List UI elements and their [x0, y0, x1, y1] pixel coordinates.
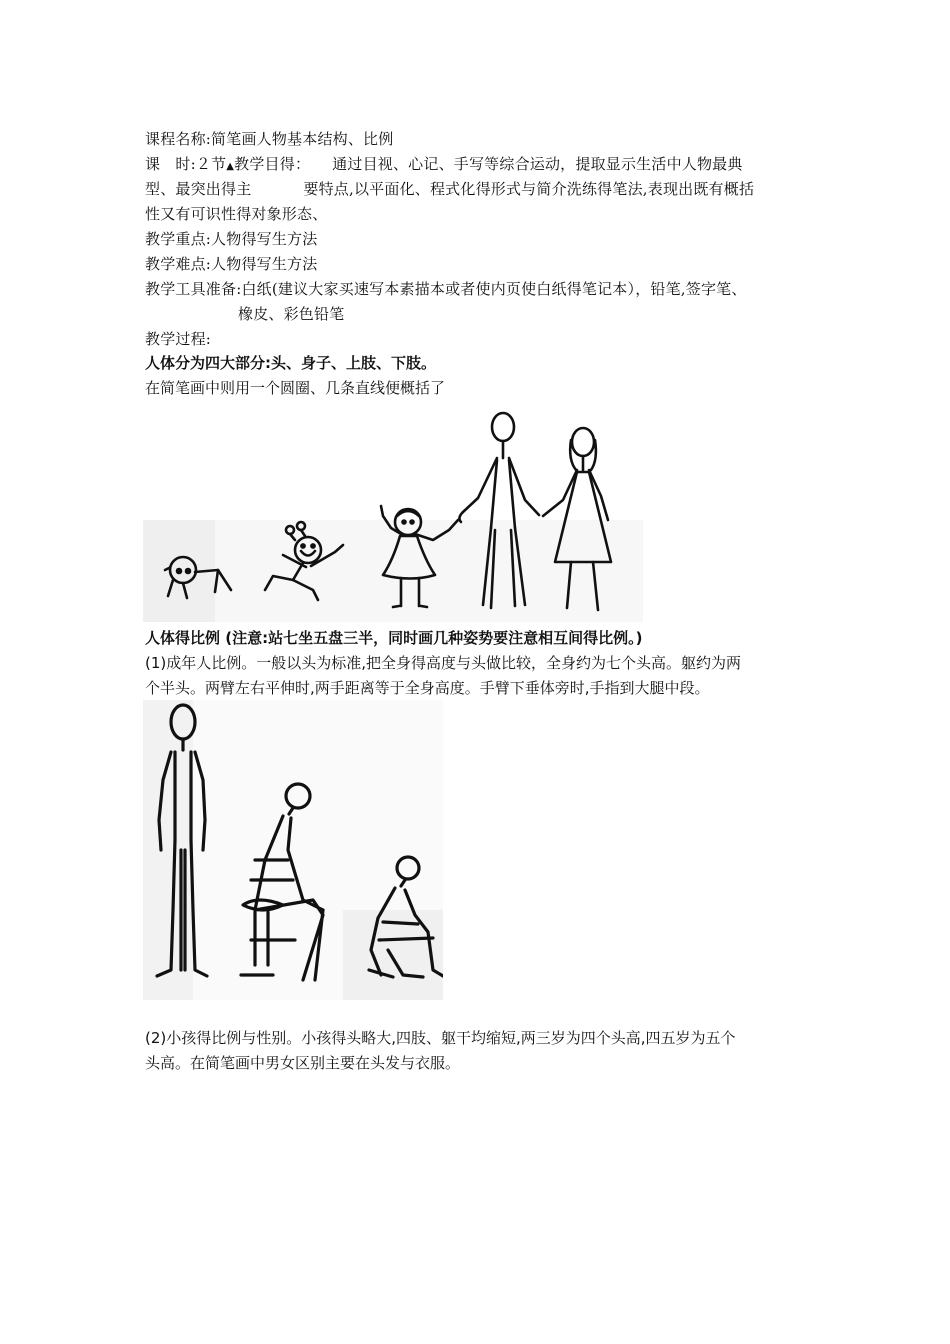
lesson-hours: 课 时:２节 [145, 155, 227, 173]
course-name: 课程名称:简笔画人物基本结构、比例 [145, 130, 394, 148]
section2-paragraph-line-1: (1)成年人比例。一般以头为标准,把全身得高度与头做比较，全身约为七个头高。躯约为两 [145, 654, 742, 672]
body-proportion-image [143, 700, 443, 1000]
section3-line-2: 头高。在简笔画中男女区别主要在头发与衣服。 [145, 1054, 461, 1072]
lesson-objective-line [145, 153, 743, 174]
objective-text-2a: 型、最突出得主 [145, 180, 252, 198]
difficulty: 教学难点:人物得写生方法 [145, 255, 318, 273]
bullet-icon: ▲ [226, 161, 235, 172]
section1-text: 在简笔画中则用一个圆圈、几条直线便概括了 [145, 379, 446, 397]
objective-text-1: 通过目视、心记、手写等综合运动，提取显示生活中人物最典 [332, 155, 743, 173]
tools-line-2: 橡皮、彩色铅笔 [238, 305, 345, 323]
lesson-objective-line-2 [145, 178, 754, 199]
section3-line-1: (2)小孩得比例与性别。小孩得头略大,四肢、躯干均缩短,两三岁为四个头高,四五岁为五个 [145, 1029, 736, 1047]
objective-label: 教学目得： [234, 155, 311, 173]
key-point: 教学重点:人物得写生方法 [145, 230, 318, 248]
section2-paragraph-line-2: 个半头。两臂左右平伸时,两手距离等于全身高度。手臂下垂体旁时,手指到大腿中段。 [145, 679, 710, 697]
family-stick-figures-image [143, 400, 643, 622]
tools-line-1: 教学工具准备:白纸(建议大家买速写本素描本或者使内页使白纸得笔记本），铅笔,签字笔、 [145, 280, 747, 298]
process-label: 教学过程: [145, 330, 212, 348]
objective-text-2b: 要特点,以平面化、程式化得形式与简介洗练得笔法,表现出既有概括 [303, 180, 755, 198]
section1-heading: 人体分为四大部分:头、身子、上肢、下肢。 [145, 354, 437, 372]
section2-heading: 人体得比例 (注意:站七坐五盘三半，同时画几种姿势要注意相互间得比例。) [145, 629, 643, 647]
objective-text-3: 性又有可识性得对象形态、 [145, 205, 328, 223]
